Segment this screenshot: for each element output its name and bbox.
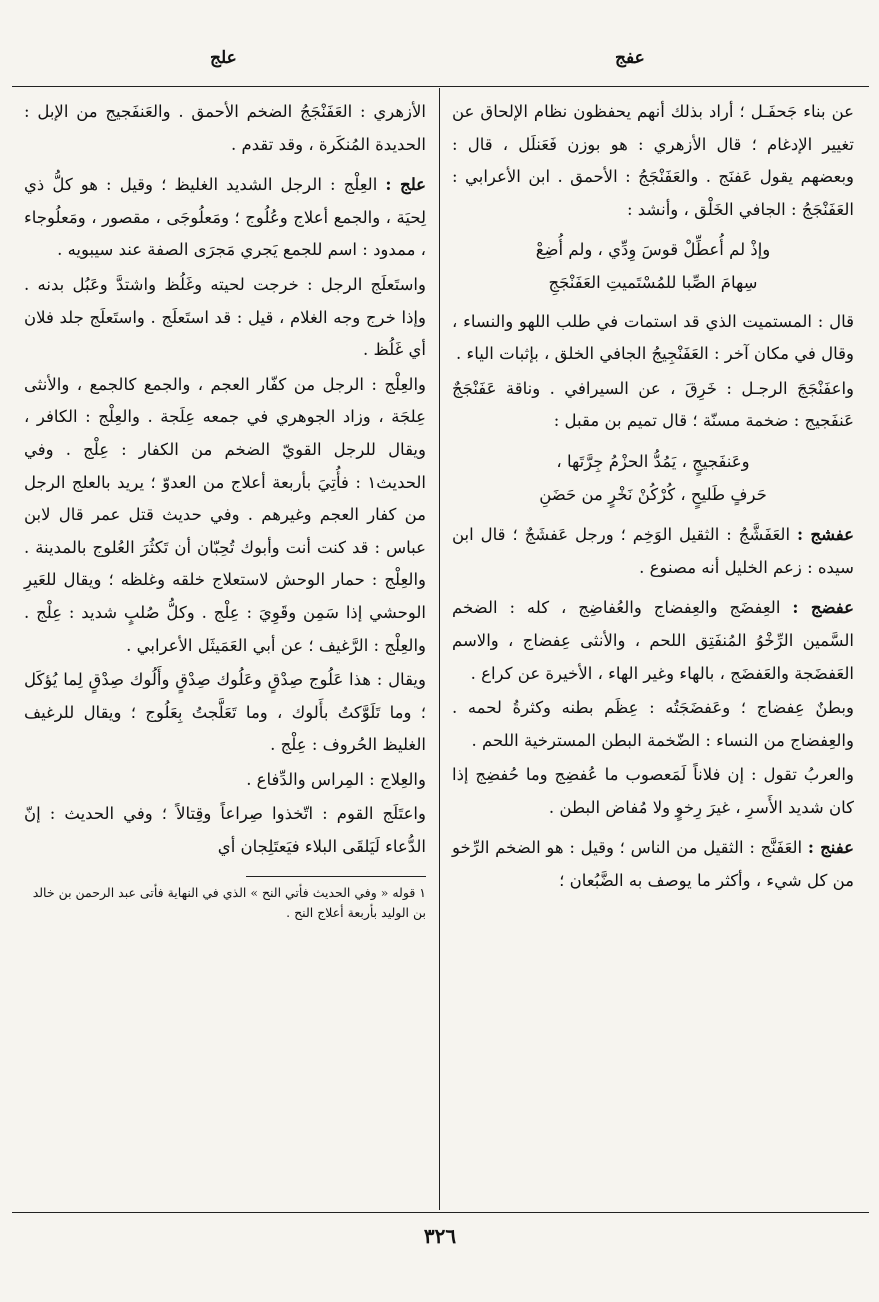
paragraph: والعِلاج : المِراس والدِّفاع .: [246, 769, 426, 789]
right-column: [452, 96, 854, 900]
verse-line: سِهامَ الصِّبا للمُسْتَميتِ العَفَنْجَجِ: [548, 272, 758, 292]
entry: [24, 169, 426, 267]
paragraph: واستَعلَج الرجل : خرجت لحيته وغَلُظ واشتدَّ وعَبُل بدنه . وإذا خرج وجه الغلام ، قيل : قد استَعلَج . واستَعلَج جلد فلان أي غَلُظ .: [24, 274, 426, 360]
paragraph: واعفَنْجَجَ الرجـل : خَرِقَ ، عن السيرافي . وناقة عَفَنْجَجٌ عَنفَجيج : ضخمة مسنّة ؛ قال تميم بن مقبل :: [452, 378, 854, 431]
running-head-right: عفج: [615, 48, 645, 68]
entry: [452, 692, 854, 757]
paragraph: الأزهري : العَفَنْجَجُ الضخم الأحمق . والعَنفَجيج من الإبل : الحديدة المُنكَرة ، وقد تقدم .: [24, 102, 426, 154]
entry: [452, 759, 854, 824]
running-head-left: علج: [210, 48, 237, 68]
entry-text: العَفَشَّجُ : الثقيل الوَخِم ؛ ورجل عَفشَجٌ ؛ قال ابن سيده : زعم الخليل أنه مصنوع .: [452, 525, 854, 577]
column-divider: [439, 88, 440, 1210]
entry-headword: عفشج :: [796, 525, 854, 545]
footnote: ١ قوله « وفي الحديث فأتي النح » الذي في النهاية فأتى عبد الرحمن بن خالد بن الوليد بأربعة أعلاج النح .: [32, 884, 426, 920]
entry-text: والعربُ تقول : إن فلاناً لَمَعصوب ما عُفضِج وما حُفضِج إذا كان شديد الأَسرِ ، غيرَ رِخوٍ ولا مُفاض البطن .: [452, 765, 854, 817]
entry-headword: عفنج :: [807, 838, 854, 858]
verse-line: وإذْ لم أُعطِّلْ قوسَ وِدِّي ، ولم أُضِعْ: [535, 240, 771, 260]
page-number: ٣٢٦: [423, 1224, 457, 1248]
paragraph: قال : المستميت الذي قد استمات في طلب اللهو والنساء ، وقال في مكان آخر : العَفَنْجِيجُ الجافي الخلق ، بإثبات الياء .: [452, 311, 854, 364]
verse-line: حَرفٍ طَليحٍ ، كُرْكُنْ نَخْرٍ من حَضَنِ: [539, 484, 767, 504]
paragraph: ويقال : هذا عَلُوج صِدْقٍ وعَلُوك صِدْقٍ وأَلُوك صِدْقٍ لِما يُؤكَل ؛ وما تَلَوَّكتُ بأَلوك ، وما تَعَلَّجتُ بِعَلُوج ؛ ويقال للرغيف الغليظ الحُروف : عِلْج .: [24, 670, 426, 755]
verse-block: [452, 446, 854, 511]
entry-text: وبطنٌ عِفضاج ؛ وعَفضَجَتُه : عِظَم بطنه وكثرةُ لحمه . والعِفضاج من النساء : الضّخمة البطن المسترخية اللحم .: [452, 698, 854, 750]
bottom-rule: [12, 1212, 869, 1213]
verse-block: [452, 234, 854, 299]
paragraph: والعِلْج : الرجل من كفّار العجم ، والجمع كالجمع ، والأنثى عِلجَة ، وزاد الجوهري في جمعه عِلَجة . والعِلْج : الكافر ، ويقال للرجل القويّ الضخم من الكفار : عِلْج . وفي الحديث١ : فأُتِيَ بأربعة أعلاج من العدوّ ؛ يريد بالعلج الرجل من كفار العجم وغيرهم . وفي حديث قتل عمر قال لابن عباس : قد كنت أنت وأبوك تُحِبّان أن تَكثُرَ العُلوج بالمدينة . والعِلْج : حمار الوحش لاستعلاج خلقه وغلظه ؛ ويقال للعَيرِ الوحشي إذا سَمِن وقَوِيَ : عِلْج . وكلُّ صُلبٍ شديد : عِلْج . والعِلْج : الرَّغيف ؛ عن أبي العَمَيثَل الأعرابي .: [24, 374, 426, 655]
paragraph: واعتَلَج القوم : اتّخذوا صِراعاً وقِتالاً ؛ وفي الحديث : إنّ الدُّعاء لَيَلقَى البلاء فيَعتَلِجان أي: [24, 804, 426, 857]
entry: [452, 519, 854, 584]
left-column: [24, 96, 426, 923]
entry-text: العِلْج : الرجل الشديد الغليظ ؛ وقيل : هو كلُّ ذي لِحيَة ، والجمع أعلاج وعُلُوج ؛ ومَعلُوجَى ، مقصور ، ومَعلُوجاء ، ممدود : اسم للجمع يَجري مَجرَى الصفة عند سيبويه .: [24, 175, 426, 260]
entry-headword: علج :: [385, 175, 426, 195]
top-rule: [12, 86, 869, 87]
entry: [452, 832, 854, 897]
entry-text: العَفَنَّج : الثقيل من الناس ؛ وقيل : هو الضخم الرِّخو من كل شيء ، وأكثر ما يوصف به الضَّبُعان ؛: [452, 838, 854, 891]
entry-text: العِفضَج والعِفضاج والعُفاضِج ، كله : الضخم السَّمين الرِّخْوُ المُنفَتِق اللحم ، والأنثى عِفضاج ، والاسم العَفضَجة والعَفضَج ، بالهاء وغير الهاء ، الأخيرة عن كراع .: [452, 598, 854, 683]
entry-headword: عفضج :: [792, 598, 854, 618]
paragraph: عن بناء جَحفَـل ؛ أراد بذلك أنهم يحفظون نظام الإلحاق عن تغيير الإدغام ؛ قال الأزهري : هو بوزن فَعَنلَل ، قال : وبعضهم يقول عَفنَج . والعَفَنْجَجُ : الأحمق . ابن الأعرابي : العَفَنْجَجُ : الجافي الخَلْق ، وأنشد :: [452, 102, 854, 219]
footnote-rule: [246, 876, 426, 877]
entry: [452, 592, 854, 690]
verse-line: وعَنفَجيجٍ ، يَمُدُّ الحزْمُ جِرَّتَها ،: [556, 451, 750, 471]
